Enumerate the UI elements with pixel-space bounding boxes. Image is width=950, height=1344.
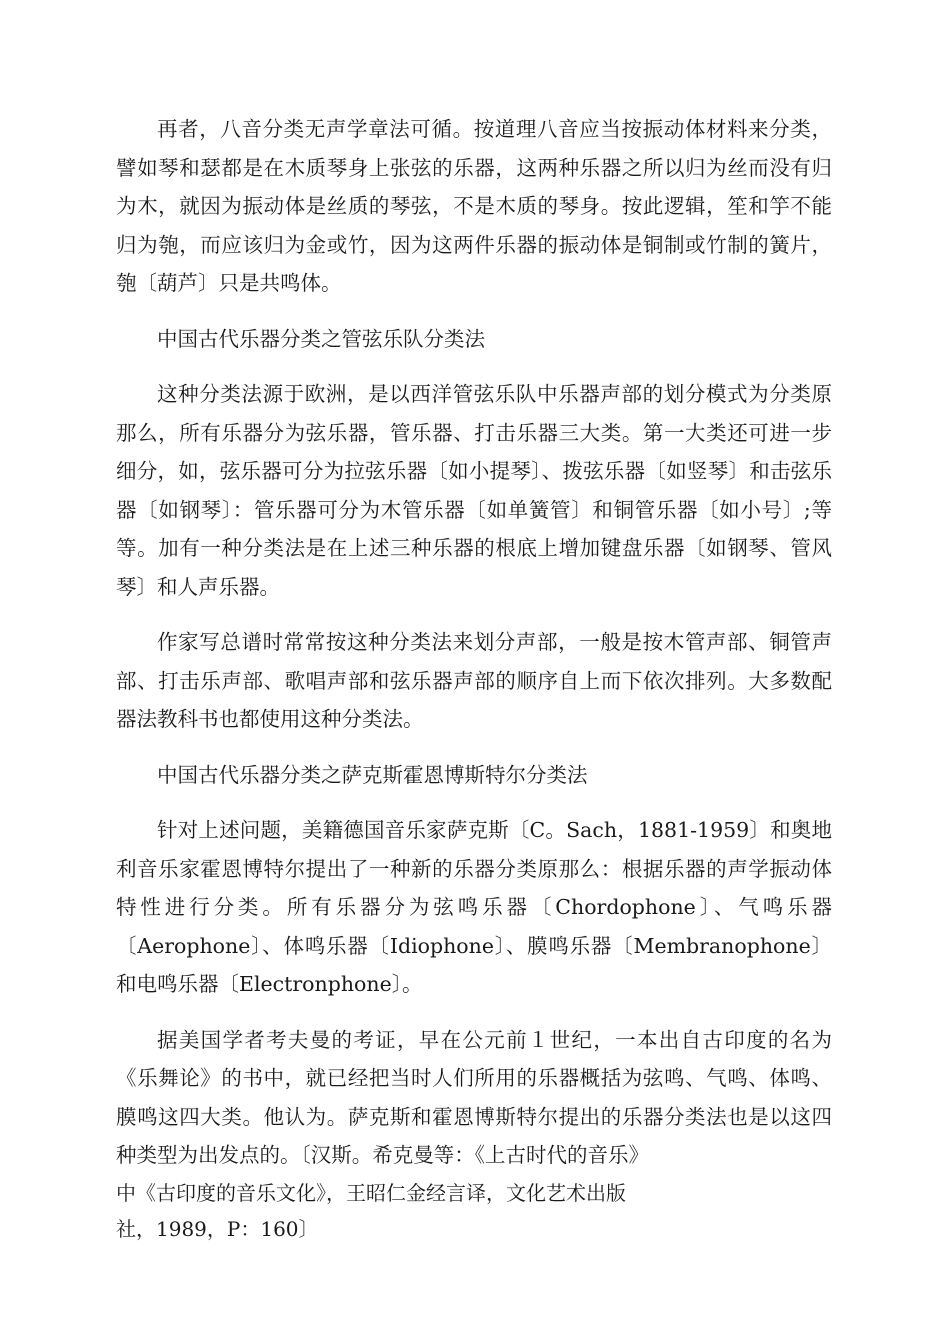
section-heading-sachs-hornbostel: 中国古代乐器分类之萨克斯霍恩博斯特尔分类法	[157, 762, 588, 787]
paragraph-bayin-critique: 再者，八音分类无声学章法可循。按道理八音应当按振动体材料来分类，譬如琴和瑟都是在木质琴身上张弦的乐器，这两种乐器之所以归为丝而没有归为木，就因为振动体是丝质的琴弦，不是木质的琴身。按此逻辑，笙和竽不能归为匏，而应该归为金或竹，因为这两件乐器的振动体是铜制或竹制的簧片，匏〔葫芦〕只是共鸣体。	[116, 117, 832, 295]
section-heading-orchestral: 中国古代乐器分类之管弦乐队分类法	[157, 326, 485, 351]
paragraph-orchestral-method: 这种分类法源于欧洲，是以西洋管弦乐队中乐器声部的划分模式为分类原那么，所有乐器分为弦乐器，管乐器、打击乐器三大类。第一大类还可进一步细分，如，弦乐器可分为拉弦乐器〔如小提琴〕、拨弦乐器〔如竖琴〕和击弦乐器〔如钢琴〕：管乐器可分为木管乐器〔如单簧管〕和铜管乐器〔如小号〕;等等。加有一种分类法是在上述三种乐器的根底上增加键盘乐器〔如钢琴、管风琴〕和人声乐器。	[116, 382, 832, 599]
paragraph-natyashastra-text: 据美国学者考夫曼的考证，早在公元前１世纪，一本出自古印度的名为《乐舞论》的书中，就已经把当时人们所用的乐器概括为弦鸣、气鸣、体鸣、膜鸣这四大类。他认为。萨克斯和霍恩博斯特尔提出的乐器分类法也是以这四种类型为出发点的。〔汉斯。希克曼等：《上古时代的音乐》	[116, 1027, 832, 1167]
paragraph-score-writing: 作家写总谱时常常按这种分类法来划分声部，一般是按木管声部、铜管声部、打击乐声部、歌唱声部和弦乐器声部的顺序自上而下依次排列。大多数配器法教科书也都使用这种分类法。	[116, 630, 832, 731]
paragraph-sachs-hornbostel: 针对上述问题，美籍德国音乐家萨克斯〔C。Sach，1881-1959〕和奥地利音乐家霍恩博特尔提出了一种新的乐器分类原那么：根据乐器的声学振动体特性进行分类。所有乐器分为弦鸣乐器〔Chordophone〕、气鸣乐器〔Aerophone〕、体鸣乐器〔Idiophone〕、膜鸣乐器〔Membranophone〕和电鸣乐器〔Electronphone〕。	[116, 818, 832, 996]
document-page	[116, 110, 832, 1247]
citation-line-1: 中《古印度的音乐文化》，王昭仁金经言译，文化艺术出版	[116, 1180, 626, 1205]
citation-line-2: 社，1989，P：160〕	[116, 1216, 319, 1241]
paragraph-natyashastra	[116, 1021, 832, 1247]
